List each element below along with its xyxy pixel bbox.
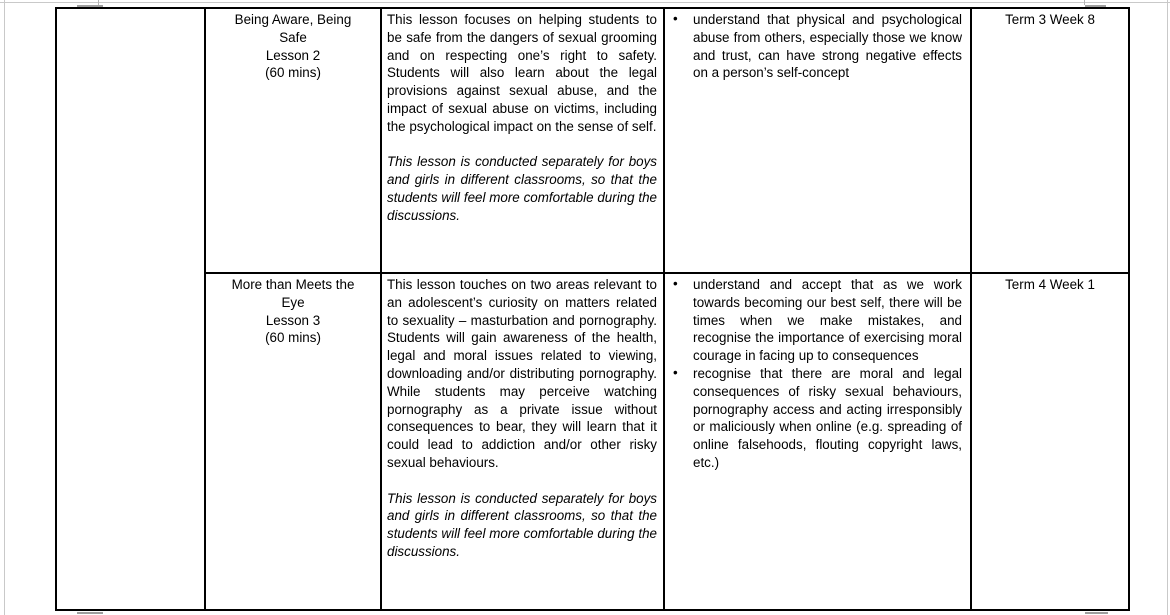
gridline-marker-bottom-right bbox=[1085, 612, 1108, 614]
table-row-lesson-3 bbox=[56, 273, 1129, 610]
cell-lesson-title bbox=[205, 8, 381, 273]
cell-lesson-description bbox=[381, 273, 664, 610]
objective-item bbox=[665, 11, 962, 82]
schedule-text: Term 3 Week 8 bbox=[1005, 12, 1095, 27]
table-row-lesson-2 bbox=[56, 8, 1129, 273]
gridline-tick-top-right bbox=[1084, 0, 1085, 5]
lesson-number: Lesson 3 bbox=[265, 312, 321, 328]
objective-text: understand and accept that as we work towards becoming our best self, there will be times when we make mistakes, and recognise the importance of exercising moral courage in facing up to consequences bbox=[693, 277, 962, 364]
bullet-icon: • bbox=[673, 11, 678, 26]
lesson-note: This lesson is conducted separately for boys and girls in different classrooms, so that the students will feel more comfortable during the discussions. bbox=[387, 490, 657, 559]
schedule-text: Term 4 Week 1 bbox=[1005, 277, 1095, 292]
page-boundary-right bbox=[1167, 0, 1168, 615]
cell-lesson-title bbox=[205, 273, 381, 610]
lesson-title: Being Aware, Being Safe bbox=[234, 12, 352, 45]
lesson-schedule-table bbox=[55, 7, 1130, 611]
bullet-icon: • bbox=[673, 364, 678, 380]
objective-item bbox=[665, 365, 962, 472]
objective-item bbox=[665, 276, 962, 365]
gridline-marker-bottom-left bbox=[77, 612, 103, 614]
cell-lesson-objectives bbox=[664, 8, 971, 273]
lesson-duration: (60 mins) bbox=[265, 65, 321, 81]
cell-schedule bbox=[971, 8, 1129, 273]
bullet-icon: • bbox=[673, 276, 678, 291]
cell-category-spacer bbox=[56, 8, 205, 610]
page-boundary-top bbox=[0, 2, 1170, 3]
cell-schedule bbox=[971, 273, 1129, 610]
objective-text: recognise that there are moral and legal consequences of risky sexual behaviours, pornography access and acting irresponsibly or maliciously when online (e.g. spreading of online falsehoods, flouting copyright laws, etc.) bbox=[693, 365, 962, 470]
lesson-description: This lesson touches on two areas relevant to an adolescent’s curiosity on matters related to sexuality – masturbation and pornography. Students will gain awareness of the health, legal and moral issues related to viewing, downloading and/or distributing pornography. While students may perceive watching pornography as a private issue without consequences to bear, they will learn that it could lead to addiction and/or other risky sexual behaviours. bbox=[387, 277, 657, 470]
lesson-description: This lesson focuses on helping students to be safe from the dangers of sexual grooming and on respecting one’s right to safety. Students will also learn about the legal provisions against sexual abuse, and the impact of sexual abuse on victims, including the psychological impact on the sense of self. bbox=[387, 12, 657, 134]
lesson-duration: (60 mins) bbox=[265, 330, 321, 346]
lesson-note: This lesson is conducted separately for boys and girls in different classrooms, so that the students will feel more comfortable during the discussions. bbox=[387, 154, 657, 223]
page-boundary-left bbox=[4, 0, 5, 615]
lesson-title: More than Meets the Eye bbox=[231, 277, 355, 310]
gridline-tick-top-left bbox=[98, 0, 99, 5]
lesson-number: Lesson 2 bbox=[265, 47, 321, 63]
cell-lesson-objectives bbox=[664, 273, 971, 610]
objective-text: understand that physical and psychological abuse from others, especially those we know and trust, can have strong negative effects on a person’s self-concept bbox=[693, 12, 962, 81]
cell-lesson-description bbox=[381, 8, 664, 273]
